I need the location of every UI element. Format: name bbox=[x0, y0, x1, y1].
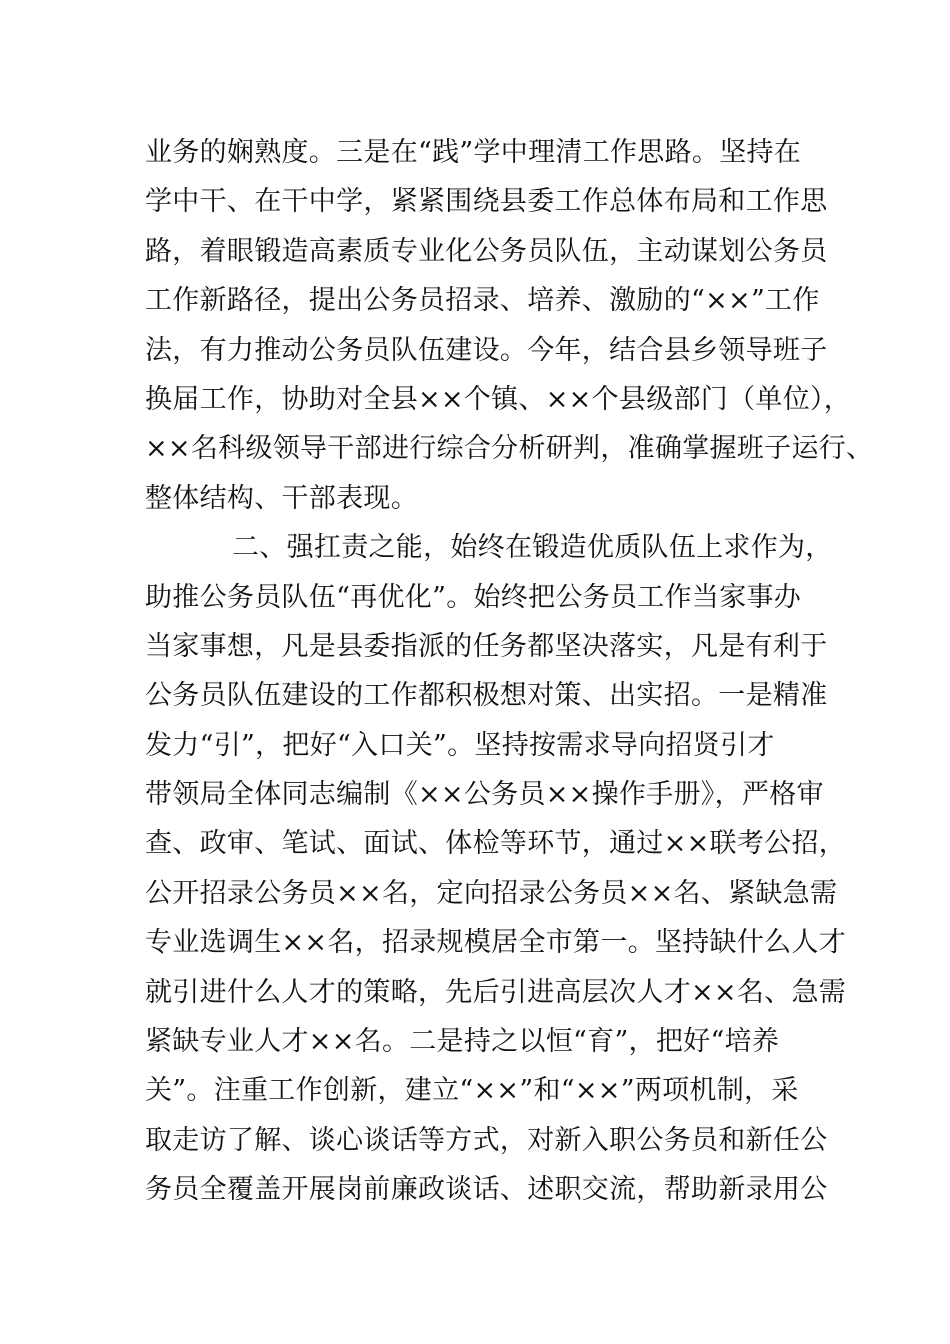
text-line: 查、政审、笔试、面试、体检等环节，通过××联考公招， bbox=[145, 828, 847, 860]
text-line: 务员全覆盖开展岗前廉政谈话、述职交流，帮助新录用公 bbox=[145, 1174, 828, 1206]
text-line: 工作新路径，提出公务员招录、培养、激励的“××”工作 bbox=[145, 285, 820, 317]
text-line: 取走访了解、谈心谈话等方式，对新入职公务员和新任公 bbox=[145, 1124, 828, 1156]
body-text bbox=[145, 128, 874, 1215]
text-line: 整体结构、干部表现。 bbox=[145, 482, 418, 514]
section-heading-line: 二、强扛责之能，始终在锻造优质队伍上求作为， bbox=[232, 532, 833, 564]
text-line: 业务的娴熟度。三是在“践”学中理清工作思路。坚持在 bbox=[145, 137, 802, 168]
text-line: 发力“引”，把好“入口关”。坚持按需求导向招贤引才 bbox=[145, 729, 775, 761]
text-line: 专业选调生××名，招录规模居全市第一。坚持缺什么人才 bbox=[145, 927, 847, 959]
text-line: 助推公务员队伍“再优化”。始终把公务员工作当家事办 bbox=[145, 581, 802, 613]
text-line: 路，着眼锻造高素质专业化公务员队伍，主动谋划公务员 bbox=[145, 235, 828, 267]
text-line: 关”。注重工作创新，建立“××”和“××”两项机制，采 bbox=[145, 1075, 799, 1107]
text-line: 学中干、在干中学，紧紧围绕县委工作总体布局和工作思 bbox=[145, 186, 828, 218]
text-line: 就引进什么人才的策略，先后引进高层次人才××名、急需 bbox=[145, 976, 847, 1008]
text-line: 法，有力推动公务员队伍建设。今年，结合县乡领导班子 bbox=[145, 334, 828, 366]
text-line: 换届工作，协助对全县××个镇、××个县级部门（单位）， bbox=[145, 383, 852, 415]
text-line: 紧缺专业人才××名。二是持之以恒“育”，把好“培养 bbox=[145, 1026, 780, 1058]
text-line: 带领局全体同志编制《××公务员××操作手册》，严格审 bbox=[145, 779, 824, 811]
text-line: ××名科级领导干部进行综合分析研判，准确掌握班子运行、 bbox=[145, 433, 874, 465]
text-line: 公开招录公务员××名，定向招录公务员××名、紧缺急需 bbox=[145, 877, 838, 909]
text-line: 当家事想，凡是县委指派的任务都坚决落实，凡是有利于 bbox=[145, 630, 828, 662]
text-line: 公务员队伍建设的工作都积极想对策、出实招。一是精准 bbox=[145, 680, 828, 712]
